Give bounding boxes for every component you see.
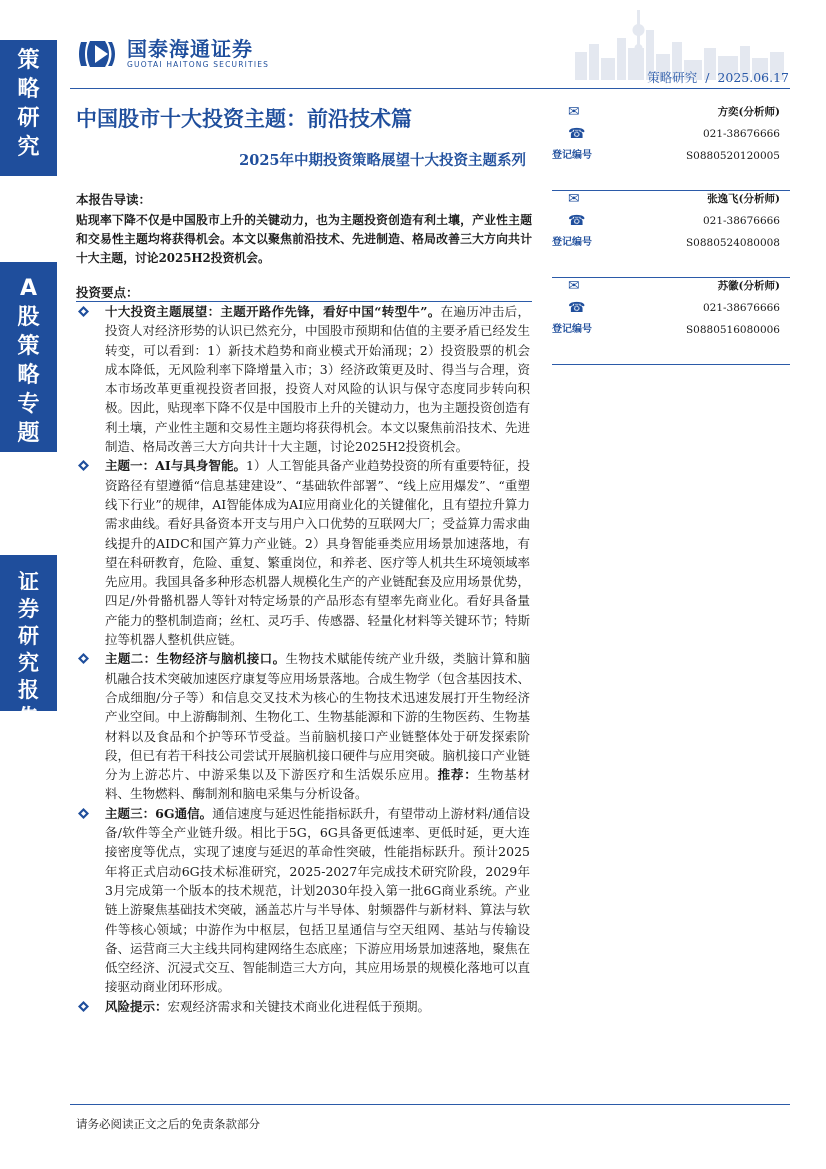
points-heading: 投资要点： [76,285,139,300]
point-text: 1）人工智能具备产业趋势投资的所有重要特征，投资路径有望遵循“信息基建建设”、“基础软件部署”、“线上应用爆发”、“重塑线下行业”的规律，AI智能体成为AI应用商业化的关键催化，且有望拉升算力需求曲线。看好具备资本开支与用户入口优势的互联网大厂；受益算力需求曲线提升的AIDC和国产算力产业链。2）具身智能垂类应用场景加速落地，有望在科研教育，危险、重复、繁重岗位，和养老、医疗等人机共生环境领域率先应用。我国具备多种形态机器人规模化生产的产业链配套及应用场景优势，四足/外骨骼机器人等针对特定场景的产品形态有望率先商业化。看好具备量产能力的整机制造商；丝杠、灵巧手、传感器、轻量化材料等关键环节；特斯拉等机器人整机供应链。 [105,458,531,648]
sidebar [0,0,57,1169]
analyst-name: 方奕(分析师) [717,106,780,118]
point-text: 生物技术赋能传统产业升级，类脑计算和脑机融合技术突破加速医疗康复等应用场景落地。合成生物学（包含基因技术、合成细胞/分子等）和信息交叉技术为核心的生物技术迅速发展打开生物经济产业空间。中上游酶制剂、生物化工、生物基能源和下游的生物医药、生物基材料以及食品和个护等环节受益。当前脑机接口产业链整体处于研发探索阶段，但已有若干科技公司尝试开展脑机接口硬件与应用突破。脑机接口产业链分为上游芯片、中游采集以及下游医疗和生活娱乐应用。 [105,651,531,783]
footer-disclaimer: 请务必阅读正文之后的免责条款部分 [76,1117,260,1131]
diamond-bullet-icon [78,653,89,664]
list-item [78,997,530,1016]
brand-name-cn: 国泰海通证券 [127,37,253,61]
report-category-date [647,68,789,86]
registration-number: S0880524080008 [685,237,780,249]
list-item [78,302,530,456]
email-icon: ✉ [568,104,580,120]
diamond-bullet-icon [78,1001,89,1012]
separator: / [705,70,710,85]
analyst-name: 张逸飞(分析师) [707,193,780,205]
registration-number: S0880520120005 [685,150,780,162]
email-icon: ✉ [568,191,580,207]
analyst-panel [552,104,790,365]
diamond-bullet-icon [78,306,89,317]
header-divider [70,88,790,89]
phone-icon: ☎ [568,126,586,142]
analyst-phone: 021-38676666 [702,128,780,140]
email-icon: ✉ [568,278,580,294]
list-item [78,804,530,997]
guide-heading: 本报告导读： [76,192,152,207]
analyst-phone: 021-38676666 [702,215,780,227]
sidebar-label-a-share: A 股 策 略 专 题 [0,262,57,452]
report-category: 策略研究 [647,70,698,85]
point-lead: 主题一：AI与具身智能。 [105,458,247,474]
point-lead: 主题三：6G通信。 [105,805,213,821]
point-text: 通信速度与延迟性能指标跃升，有望带动上游材料/通信设备/软件等全产业链升级。相比于5G，6G具备更低速率、更低时延，更大连接密度等优点，实现了速度与延迟的革命性突破，性能指标跃升。预计2025年将正式启动6G技术标准研究，2025-2027年完成技术研究阶段，2029年3月完成第一个版本的技术规范，计划2030年投入第一批6G商业系统。产业链上游聚焦基础技术突破，涵盖芯片与半导体、射频器件与新材料、算法与软件等核心领域；中游作为中枢层，包括卫星通信与空天组网、基站与传输设备、运营商三大主线共同构建网络生态底座；下游应用场景加速落地，聚焦在低空经济、沉浸式交互、智能制造三大方向，其应用场景的规模化落地可以直接驱动商业闭环形成。 [105,805,531,995]
list-item [78,456,530,649]
report-guide [76,190,532,268]
analyst-card [552,104,790,191]
diamond-bullet-icon [78,808,89,819]
guide-text: 贴现率下降不仅是中国股市上升的关键动力，也为主题投资创造有利土壤，产业性主题和交易性主题均将获得机会。本文以聚焦前沿技术、先进制造、格局改善三大方向共计十大主题，讨论2025H2投资机会。 [76,213,532,265]
report-date: 2025.06.17 [717,70,789,85]
sidebar-label-strategy: 策 略 研 究 [0,40,57,176]
point-lead: 主题二：生物经济与脑机接口。 [105,651,286,667]
analyst-card [552,278,790,365]
report-subtitle: 2025年中期投资策略展望十大投资主题系列 [239,152,526,169]
analyst-phone: 021-38676666 [702,302,780,314]
registration-label: 登记编号 [552,324,592,335]
investment-points [78,302,530,1016]
report-title: 中国股市十大投资主题：前沿技术篇 [76,106,412,131]
brand-logo-icon [75,38,119,70]
brand-name-en: GUOTAI HAITONG SECURITIES [127,60,270,69]
registration-label: 登记编号 [552,150,592,161]
point-text: 宏观经济需求和关键技术商业化进程低于预期。 [167,998,431,1014]
sidebar-label-securities-report: 证 券 研 究 报 告 [0,555,57,711]
phone-icon: ☎ [568,213,586,229]
point-lead: 风险提示： [105,998,168,1014]
phone-icon: ☎ [568,300,586,316]
point-tail-bold: 推荐： [437,767,478,783]
analyst-name: 苏徽(分析师) [717,280,780,292]
point-text: 在遍历冲击后，投资人对经济形势的认识已然充分，中国股市预期和估值的主要矛盾已经发生转变，可以看到：1）新技术趋势和商业模式开始涌现；2）投资股票的机会成本降低，无风险利率下降增量入市；3）经济政策更及时、得当与合理，资本市场改革更重视投资者回报，投资人对风险的认识与保守态度同步转向积极。因此，贴现率下降不仅是中国股市上升的关键动力，也为主题投资创造有利土壤，产业性主题和交易性主题均将获得机会。本文以聚焦前沿技术、先进制造、格局改善三大方向共计十大主题，讨论2025H2投资机会。 [105,304,531,455]
list-item [78,649,530,803]
diamond-bullet-icon [78,460,89,471]
point-tail: 生物基材料、生物燃料、酶制剂和脑电采集与分析设备。 [105,767,530,802]
analyst-card [552,191,790,278]
registration-number: S0880516080006 [685,324,780,336]
footer-divider [70,1104,790,1105]
brand-logo [75,38,269,70]
point-lead: 十大投资主题展望：主题开路作先锋，看好中国“转型牛”。 [105,304,441,319]
registration-label: 登记编号 [552,237,592,248]
